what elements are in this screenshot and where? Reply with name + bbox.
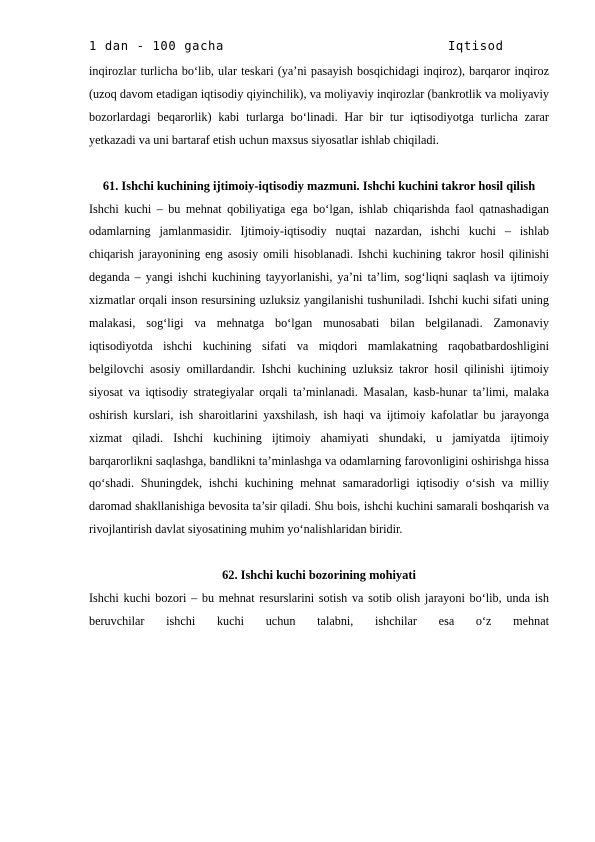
document-page xyxy=(89,34,549,633)
intro-paragraph: inqirozlar turlicha bo‘lib, ular teskari (ya’ni pasayish bosqichidagi inqiroz), barqaror inqiroz (uzoq davom etadigan iqtisodiy qiyinchilik), va moliyaviy inqirozlar (bankrotlik va moliyaviy bozorlardagi beqarorlik) kabi turlarga bo‘linadi. Har bir tur iqtisodiyotga turlicha zarar yetkazadi va uni bartaraf etish uchun maxsus siyosatlar ishlab chiqiladi. xyxy=(89,64,549,147)
section-61-title: 61. Ishchi kuchining ijtimoiy-iqtisodiy mazmuni. Ishchi kuchini takror hosil qilish xyxy=(102,178,536,193)
section-62-title: 62. Ishchi kuchi bozorining mohiyati xyxy=(222,568,416,583)
spacer xyxy=(89,152,549,175)
spacer xyxy=(89,541,549,564)
header-page-range: 1 dan - 100 gacha xyxy=(89,39,224,53)
page-header xyxy=(89,34,549,60)
header-subject: Iqtisod xyxy=(448,39,504,53)
section-62-text: Ishchi kuchi bozori – bu mehnat resurslarini sotish va sotib olish jarayoni bo‘lib, unda ish beruvchilar ishchi kuchi uchun talabni, ishchilar esa o‘z mehnat xyxy=(89,591,549,628)
section-61-text: Ishchi kuchi – bu mehnat qobiliyatiga ega bo‘lgan, ishlab chiqarishda faol qatnashadigan odamlarning jamlanmasidir. Ijtimoiy-iqtisodiy nuqtai nazardan, ishchi kuchi – ishlab chiqarish jarayonining eng asosiy omili hisoblanadi. Ishchi kuchining takror hosil qilinishi deganda – yangi ishchi kuchining tayyorlanishi, ya’ni ta’lim, sog‘liqni saqlash va ijtimoiy xizmatlar orqali inson resursining uzluksiz yangilanishi tushuniladi. Ishchi kuchi sifati uning malakasi, sog‘ligi va mehnatga bo‘lgan munosabati bilan belgilanadi. Zamonaviy iqtisodiyotda ishchi kuchining sifati va miqdori mamlakatning raqobatbardoshligini belgilovchi asosiy omillardandir. Ishchi kuchining uzluksiz takror hosil qilinishi ijtimoiy siyosat va iqtisodiy strategiyalar orqali ta’minlanadi. Masalan, kasb-hunar ta’limi, malaka oshirish kurslari, ish sharoitlarini yaxshilash, ish haqi va ijtimoiy kafolatlar bu jarayonga xizmat qiladi. Ishchi kuchining ijtimoiy ahamiyati shundaki, u jamiyatda ijtimoiy barqarorlikni saqlashga, bandlikni ta’minlashga va odamlarning farovonligini oshirishga hissa qo‘shadi. Shuningdek, ishchi kuchining mehnat samaradorligi iqtisodiy o‘sish va milliy daromad shakllanishiga bevosita ta’sir qiladi. Shu bois, ishchi kuchini samarali boshqarish va rivojlantirish davlat siyosatining muhim yo‘nalishlaridan biridir. xyxy=(89,201,549,537)
